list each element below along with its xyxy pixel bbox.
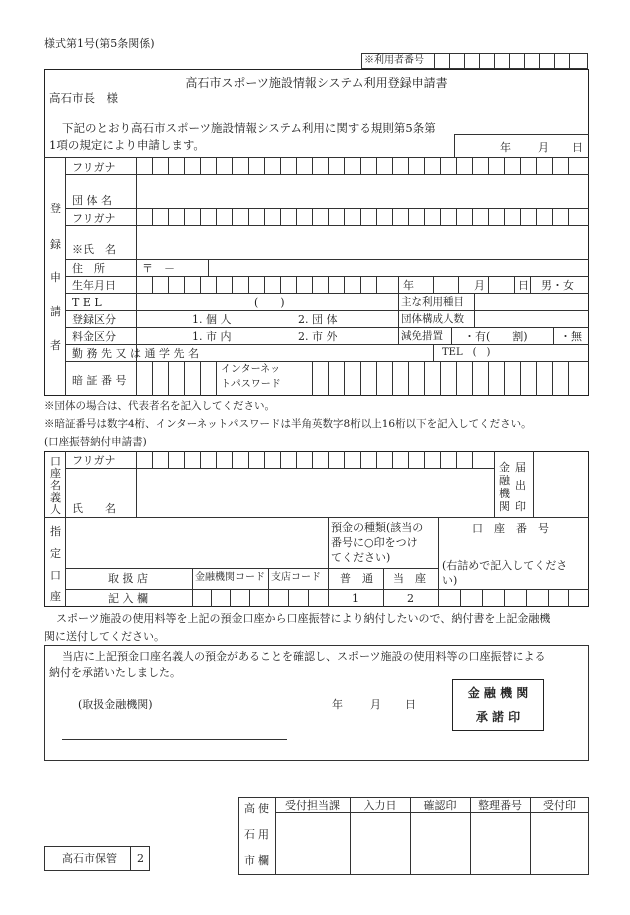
seal-line-1: 金 融 機 関 [467,686,529,700]
office-side-3: 市 [244,854,255,867]
fee-opt-city[interactable]: 1. 市 内 [192,330,232,343]
bank-side-3: 機 [499,487,510,500]
internet-pw-label-1: インターネッ [221,364,281,375]
work-tel: TEL ( ) [442,347,491,358]
birth-month: 月 [474,279,485,292]
reduction-no[interactable]: ・無 [560,330,582,343]
bank-side-1: 金 [499,461,510,474]
bank-side-4: 関 [499,500,510,513]
side-char-1: 登 [50,202,61,215]
designated-side-3: 口 [50,569,61,582]
account-name-label: 氏 名 [72,502,116,515]
bank-side-2: 融 [499,474,510,487]
date-month: 月 [538,141,549,154]
col-confirm: 確認印 [423,799,457,812]
city-storage-label: 高石市保管 [62,852,117,865]
date-year: 年 [500,141,511,154]
office-side-2: 石 [244,828,255,841]
reduction-yes[interactable]: ・有( 割) [464,330,528,343]
note-1: ※団体の場合は、代表者名を記入してください。 [44,400,275,412]
bank-year: 年 [332,698,343,711]
internet-pw-label-2: トパスワード [221,379,281,390]
current-label: 当 座 [393,572,426,585]
fee-type-label: 料金区分 [72,330,116,343]
side-char-3: 申 [50,271,61,284]
postal-mark: 〒 － [142,262,175,275]
reduction-label: 減免措置 [401,330,443,342]
workplace-label: 勤 務 先 又 は 通 学 先 名 [72,347,199,360]
seal-side-2: 出 [515,479,526,492]
consent-line-1: スポーツ施設の使用料等を上記の預金口座から口座振替により納付したいので、納付書を上記金融機 [56,612,551,625]
col-input-date: 入力日 [363,799,397,812]
furigana-label-1: フリガナ [72,161,116,174]
group-name-label: 団 体 名 [72,194,112,207]
holder-side-3: 名 [50,479,61,492]
birth-day: 日 [518,279,529,292]
col-dept: 受付担当課 [285,799,340,812]
bank-line-2: 納付を承諾いたしました。 [49,666,181,679]
office-side-6: 欄 [258,854,269,867]
intro-line-2: 1項の規定により申請します。 [49,138,205,152]
tel-paren: ( ) [254,296,285,309]
bank-approval-seal [452,679,544,731]
office-side-4: 使 [258,802,269,815]
address-label: 住 所 [72,262,105,275]
date-day: 日 [572,141,583,154]
right-align-note-2: い) [442,574,458,587]
col-ref-no: 整理番号 [478,799,522,812]
account-furigana-label: フリガナ [72,454,116,467]
fill-label: 記 入 欄 [108,592,148,605]
holder-side-5: 人 [50,503,61,516]
bank-line-1: 当店に上記預金口座名義人の預金があることを確認し、スポーツ施設の使用料等の口座振替による [62,650,546,663]
bank-signature-line [62,739,287,740]
intro-line-1: 下記のとおり高石市スポーツ施設情報システム利用に関する規則第5条第 [62,121,436,135]
holder-side-1: 口 [50,455,61,468]
seal-side-1: 届 [515,461,526,474]
branch-code-label: 支店コード [271,572,321,583]
designated-side-2: 定 [50,547,61,560]
transfer-section-title: (口座振替納付申請書) [44,436,147,448]
right-align-note-1: (右詰めで記入してくださ [442,559,568,572]
bank-month: 月 [370,698,381,711]
deposit-type-1: 預金の種類(該当の [331,521,424,534]
seal-side-3: 印 [515,500,526,513]
designated-side-1: 指 [50,525,61,538]
furigana-label-2: フリガナ [72,212,116,225]
main-use-label: 主な利用種目 [401,296,464,308]
bank-day: 日 [405,698,416,711]
birthdate-label: 生年月日 [72,279,116,292]
seal-line-2: 承 諾 印 [475,710,521,724]
col-receipt: 受付印 [543,799,576,812]
side-char-2: 録 [50,238,61,251]
bank-code-label: 金融機関コード [195,572,265,583]
account-number-label: 口 座 番 号 [472,522,549,535]
deposit-type-3: てください) [331,551,391,564]
deposit-type-2: 番号に○印をつけ [331,536,418,549]
addressee: 高石市長 様 [49,91,118,105]
reg-opt-individual[interactable]: 1. 個 人 [192,313,232,326]
gender[interactable]: 男・女 [541,279,574,292]
group-count-label: 団体構成人数 [401,313,464,325]
birth-year: 年 [403,279,414,292]
office-side-5: 用 [258,828,269,841]
branch-label: 取 扱 店 [108,572,148,585]
pin-label: 暗 証 番 号 [72,374,127,387]
reg-type-label: 登録区分 [72,313,116,326]
ordinary-no[interactable]: 1 [352,592,359,605]
tel-label: T E L [72,296,102,309]
user-number-label: ※利用者番号 [364,55,424,66]
form-number: 様式第1号(第5条関係) [44,37,155,50]
note-2: ※暗証番号は数字4桁、インターネットパスワードは半角英数字8桁以上16桁以下を記入してください。 [44,418,532,430]
fee-opt-outside[interactable]: 2. 市 外 [298,330,338,343]
form-title: 高石市スポーツ施設情報システム利用登録申請書 [185,76,448,90]
name-label: ※氏 名 [72,243,116,256]
holder-side-2: 座 [50,467,61,480]
current-no[interactable]: 2 [407,592,414,605]
side-char-5: 者 [50,339,61,352]
consent-line-2: 関に送付してください。 [44,630,165,643]
bank-label: (取扱金融機関) [78,698,153,711]
holder-side-4: 義 [50,491,61,504]
reg-opt-group[interactable]: 2. 団 体 [298,313,338,326]
copy-no: 2 [137,852,144,865]
designated-side-4: 座 [50,590,61,603]
side-char-4: 請 [50,305,61,318]
ordinary-label: 普 通 [340,572,373,585]
office-side-1: 高 [244,802,255,815]
